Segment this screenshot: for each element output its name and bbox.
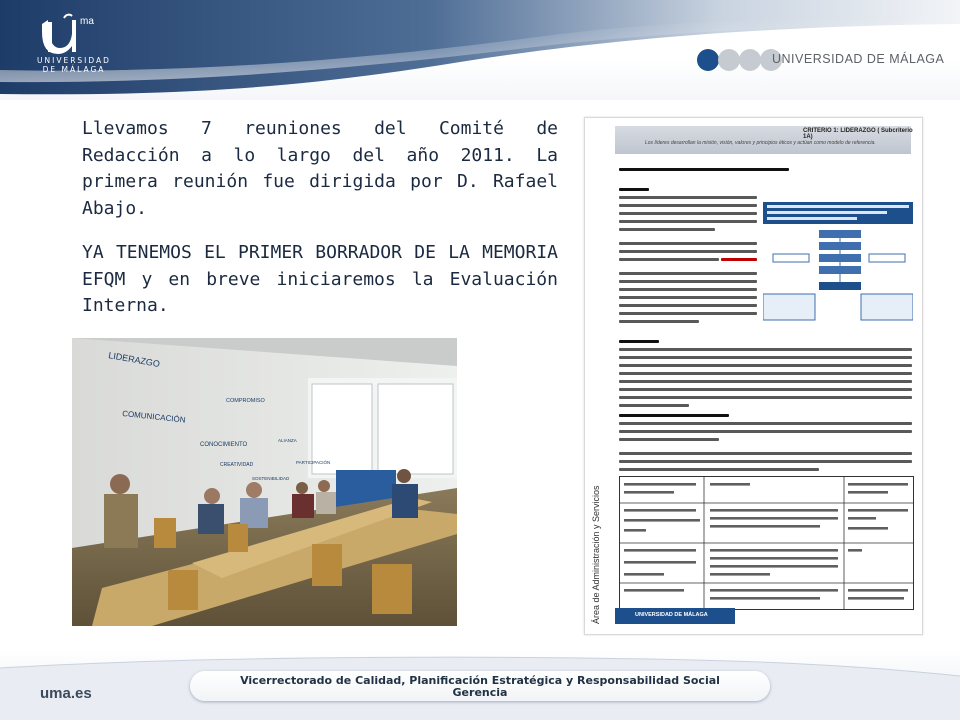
footer-department-banner	[190, 671, 770, 701]
doc-text-line	[619, 452, 912, 455]
doc-text-line	[619, 414, 729, 417]
doc-text-line	[619, 280, 757, 283]
footer-gerencia: Gerencia	[452, 686, 508, 699]
doc-text-line	[619, 404, 689, 407]
site-url-link[interactable]: uma.es	[40, 685, 92, 702]
doc-text-line	[619, 430, 912, 433]
doc-vertical-label: Área de Administración y Servicios	[591, 485, 601, 624]
doc-evaluation-table	[619, 476, 914, 610]
wall-word-sustainability: SOSTENIBILIDAD	[252, 476, 290, 481]
header	[0, 0, 960, 100]
meeting-photo	[72, 338, 457, 626]
memoria-document-page	[584, 117, 923, 635]
paragraph-draft: YA TENEMOS EL PRIMER BORRADOR DE LA MEMORIA EFQM y en breve iniciaremos la Evaluación Interna.	[82, 242, 558, 316]
wall-word-participation: PARTICIPACIÓN	[296, 460, 331, 465]
doc-text-line	[619, 228, 715, 231]
doc-text-line	[619, 188, 649, 191]
logo-wordmark	[34, 56, 114, 74]
doc-text-line	[619, 388, 912, 391]
doc-text-line	[619, 356, 912, 359]
doc-text-line	[619, 422, 912, 425]
wall-word-communication: COMUNICACIÓN	[121, 409, 186, 425]
doc-text-line	[619, 380, 912, 383]
doc-text-line	[619, 312, 757, 315]
doc-text-line	[721, 258, 757, 261]
doc-text-line	[619, 348, 912, 351]
doc-text-line	[619, 220, 757, 223]
doc-text-line	[619, 288, 757, 291]
wall-word-alliance: ALIANZA	[278, 438, 297, 443]
wall-word-creativity: CREATIVIDAD	[220, 462, 254, 468]
doc-text-line	[619, 320, 699, 323]
doc-text-line	[619, 372, 912, 375]
doc-text-line	[619, 272, 757, 275]
doc-text-line	[619, 242, 757, 245]
doc-criterion-subtitle: Los líderes desarrollan la misión, visión, valores y principios éticos y actúan como modelo de referencia.	[645, 140, 876, 146]
logo-wordmark-line2: DE MÁLAGA	[42, 65, 106, 74]
wall-word-knowledge: CONOCIMIENTO	[200, 442, 248, 448]
header-banner	[0, 0, 960, 100]
doc-text-line	[619, 296, 757, 299]
paragraph-meetings: Llevamos 7 reuniones del Comité de Redacción a lo largo del año 2011. La primera reunión fue dirigida por D. Rafael Abajo.	[82, 118, 558, 219]
footer-vicerrectorado: Vicerrectorado de Calidad, Planificación Estratégica y Responsabilidad Social	[240, 674, 720, 687]
brand-dot-2	[718, 49, 740, 71]
doc-text-line	[619, 438, 719, 441]
doc-footer-band	[615, 608, 735, 624]
doc-text-line	[619, 468, 819, 471]
doc-text-line	[619, 340, 659, 343]
logo-superscript: ma	[80, 16, 94, 27]
doc-text-line	[619, 250, 757, 253]
university-name: UNIVERSIDAD DE MÁLAGA	[772, 52, 945, 66]
doc-text-line	[619, 204, 757, 207]
wall-word-leadership: LIDERAZGO	[107, 350, 161, 370]
brand-dot-3	[739, 49, 761, 71]
logo-wordmark-line1: UNIVERSIDAD	[37, 56, 111, 65]
doc-footer-label: UNIVERSIDAD DE MÁLAGA	[635, 612, 708, 618]
doc-text-line	[619, 396, 912, 399]
meeting-room-image	[72, 338, 457, 626]
doc-text-line	[619, 364, 912, 367]
doc-text-line	[619, 168, 789, 171]
doc-strategy-diagram	[763, 202, 913, 322]
doc-text-line	[619, 212, 757, 215]
main-text	[82, 116, 558, 338]
doc-text-line	[619, 460, 912, 463]
doc-table-grid	[620, 477, 913, 609]
wall-word-commitment: COMPROMISO	[226, 398, 265, 404]
brand-dot-1	[697, 49, 719, 71]
doc-text-line	[619, 196, 757, 199]
doc-text-line	[619, 304, 757, 307]
doc-criterion-title: CRITERIO 1: LIDERAZGO ( Subcriterio 1A)	[803, 128, 913, 140]
doc-text-line	[619, 258, 719, 261]
